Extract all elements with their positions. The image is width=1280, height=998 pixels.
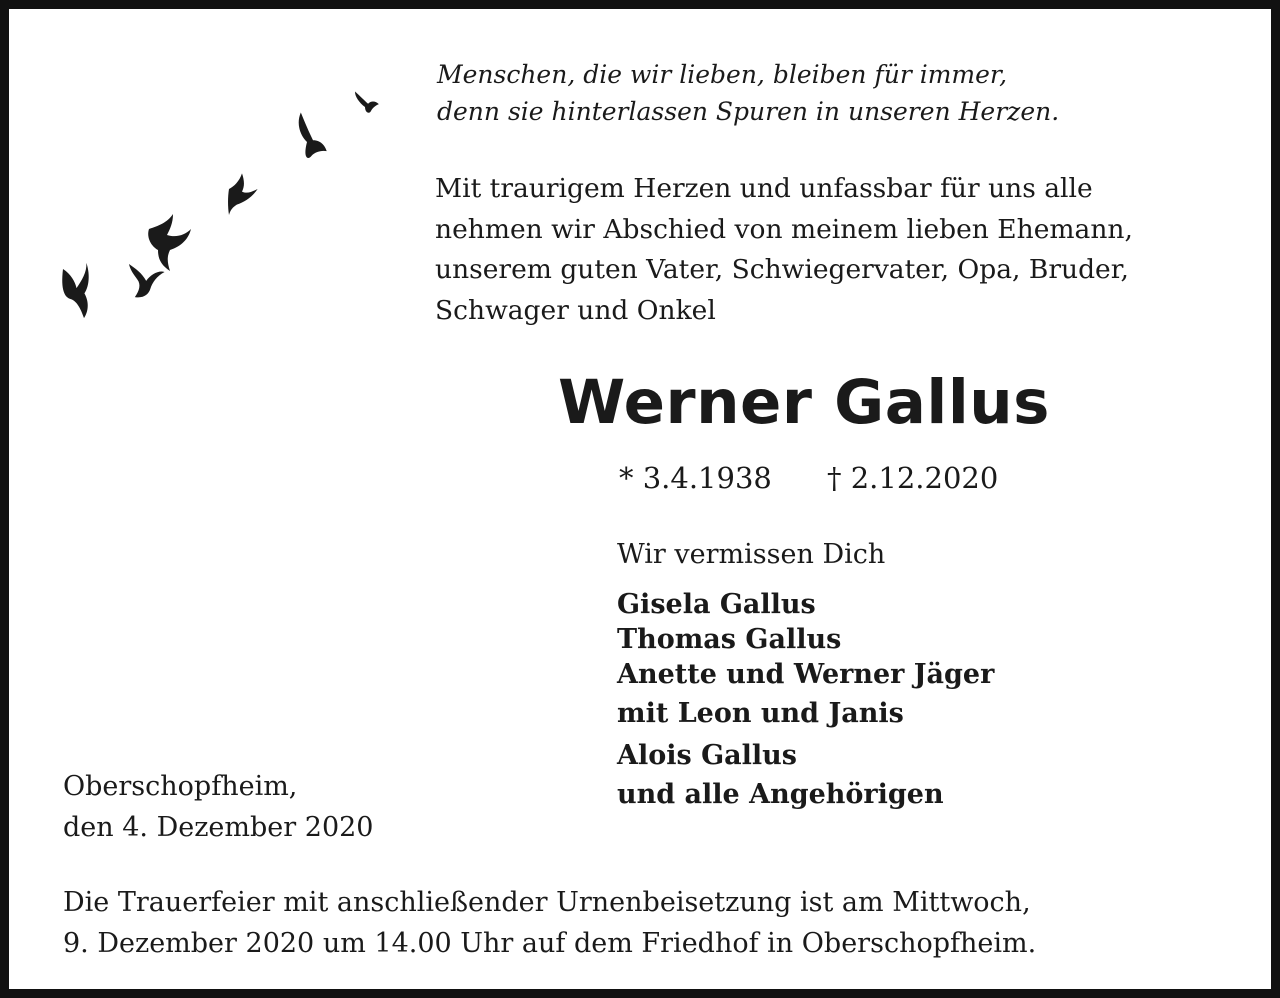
deceased-name: Werner Gallus (558, 367, 1050, 438)
family-member: und alle Angehörigen (617, 779, 944, 810)
family-member: Alois Gallus (617, 740, 797, 771)
family-intro: Wir vermissen Dich (617, 539, 886, 570)
bird-icon (354, 85, 380, 115)
family-member: mit Leon und Janis (617, 698, 904, 729)
bird-icon (129, 258, 168, 298)
intro-line: nehmen wir Abschied von meinem lieben Ehemann, (435, 213, 1133, 245)
birds-image (31, 49, 433, 419)
birth-date: * 3.4.1938 (619, 461, 772, 495)
intro-line: unserem guten Vater, Schwiegervater, Opa, Bruder, (435, 254, 1129, 285)
bird-icon (293, 112, 333, 161)
motto-line: denn sie hinterlassen Spuren in unseren Herzen. (437, 97, 1060, 126)
motto-line: Menschen, die wir lieben, bleiben für immer, (437, 60, 1008, 89)
family-member: Thomas Gallus (617, 624, 842, 655)
intro-line: Schwager und Onkel (435, 294, 716, 326)
family-list (617, 589, 994, 810)
funeral-line: 9. Dezember 2020 um 14.00 Uhr auf dem Friedhof in Oberschopfheim. (63, 928, 1037, 959)
place-line: Oberschopfheim, (63, 771, 298, 802)
bird-icon (52, 257, 99, 318)
family-member: Anette und Werner Jäger (617, 659, 995, 690)
motto-quote (437, 56, 1059, 130)
funeral-info (63, 882, 1036, 964)
place-date (63, 766, 373, 848)
death-date: † 2.12.2020 (827, 461, 999, 495)
bird-icon (148, 214, 191, 271)
funeral-line: Die Trauerfeier mit anschließender Urnenbeisetzung ist am Mittwoch, (63, 887, 1031, 918)
date-line: den 4. Dezember 2020 (63, 812, 374, 843)
bird-icon (228, 173, 258, 215)
flying-birds-icon (31, 49, 433, 419)
intro-text (435, 169, 1133, 331)
intro-line: Mit traurigem Herzen und unfassbar für uns alle (435, 173, 1093, 204)
family-member: Gisela Gallus (617, 589, 816, 620)
